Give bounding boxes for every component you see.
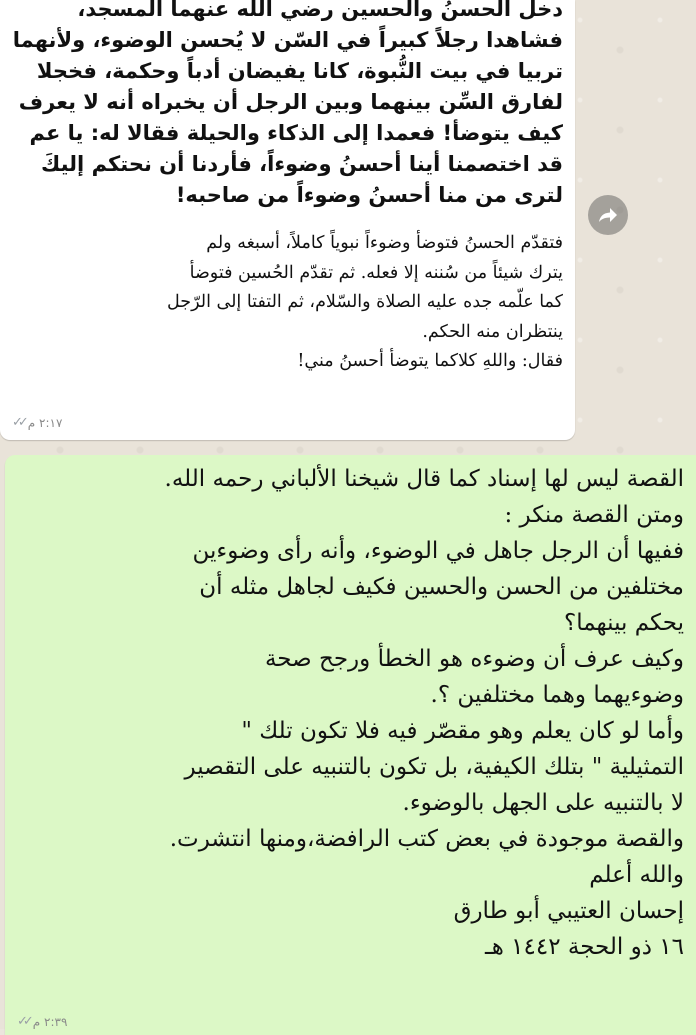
message-line: كما علّمه جده عليه الصلاة والسّلام، ثم التفتا إلى الرّجل [167,292,563,312]
message-line: وضوءيهما وهما مختلفين ؟. [430,682,684,708]
forward-button[interactable] [588,195,628,235]
image-text-line: لترى من منا أحسنُ وضوءاً من صاحبه! [175,183,563,207]
message-time: ٢:١٧ م [27,415,63,430]
message-line: يترك شيئاً من سُننه إلا فعله. ثم تقدّم الحُسين فتوضأ [189,262,563,283]
message-line: يحكم بينهما؟ [564,610,684,636]
message-line: ومتن القصة منكر : [504,502,684,528]
message-meta [17,1014,67,1029]
message-line: والقصة موجودة في بعض كتب الرافضة،ومنها انتشرت. [169,826,684,852]
message-text [10,229,563,377]
incoming-message-bubble[interactable] [0,0,575,440]
message-meta [12,415,62,430]
message-line: فتقدّم الحسنُ فتوضأ وضوءاً نبوياً كاملاً، أسبغه ولم [206,233,563,253]
image-text-line: فشاهدا رجلاً كبيراً في السّن لا يُحسن الوضوء، ولأنهما [12,28,563,52]
message-line: وأما لو كان يعلم وهو مقصّر فيه فلا تكون تلك " [241,718,684,744]
message-line: وكيف عرف أن وضوءه هو الخطأ ورجح صحة [264,646,684,672]
double-check-icon: ✓✓ [12,415,24,430]
outgoing-message-bubble[interactable] [5,455,696,1035]
message-line: إحسان العتيبي أبو طارق [453,898,684,924]
message-line: لا بالتنبيه على الجهل بالوضوء. [402,790,684,816]
image-text-line: لفارق السِّن بينهما وبين الرجل أن يخبراه أنه لا يعرف [18,90,563,114]
forward-icon [598,207,618,223]
message-line: ينتظران منه الحكم. [422,321,563,342]
message-line: ففيها أن الرجل جاهل في الوضوء، وأنه رأى وضوءين [192,538,684,564]
image-text-line: كيف يتوضأ! فعمدا إلى الذكاء والحيلة فقالا له: يا عم [29,121,563,145]
message-line: مختلفين من الحسن والحسين فكيف لجاهل مثله أن [199,574,684,600]
message-line: والله أعلم [589,862,684,888]
image-text-line: قد اختصمنا أينا أحسنُ وضوءاً، فأردنا أن نحتكم إليكَ [41,152,563,176]
double-check-icon: ✓✓ [17,1014,29,1029]
message-line: فقال: واللهِ كلاكما يتوضأ أحسنُ مني! [297,351,563,371]
message-line: التمثيلية " بتلك الكيفية، بل تكون بالتنبيه على التقصير [184,754,684,780]
message-line: القصة ليس لها إسناد كما قال شيخنا الألباني رحمه الله. [164,466,684,492]
message-text [19,461,684,965]
quoted-image-text [10,0,563,211]
image-text-line: دخل الحسنُ والحسين رضي الله عنهما المسجد، [77,0,563,21]
message-line: ١٦ ذو الحجة ١٤٤٢ هـ [484,934,684,960]
image-text-line: تربيا في بيت النُّبوة، كانا يفيضان أدباً وحكمة، فخجلا [36,59,563,83]
message-time: ٢:٣٩ م [32,1014,68,1029]
